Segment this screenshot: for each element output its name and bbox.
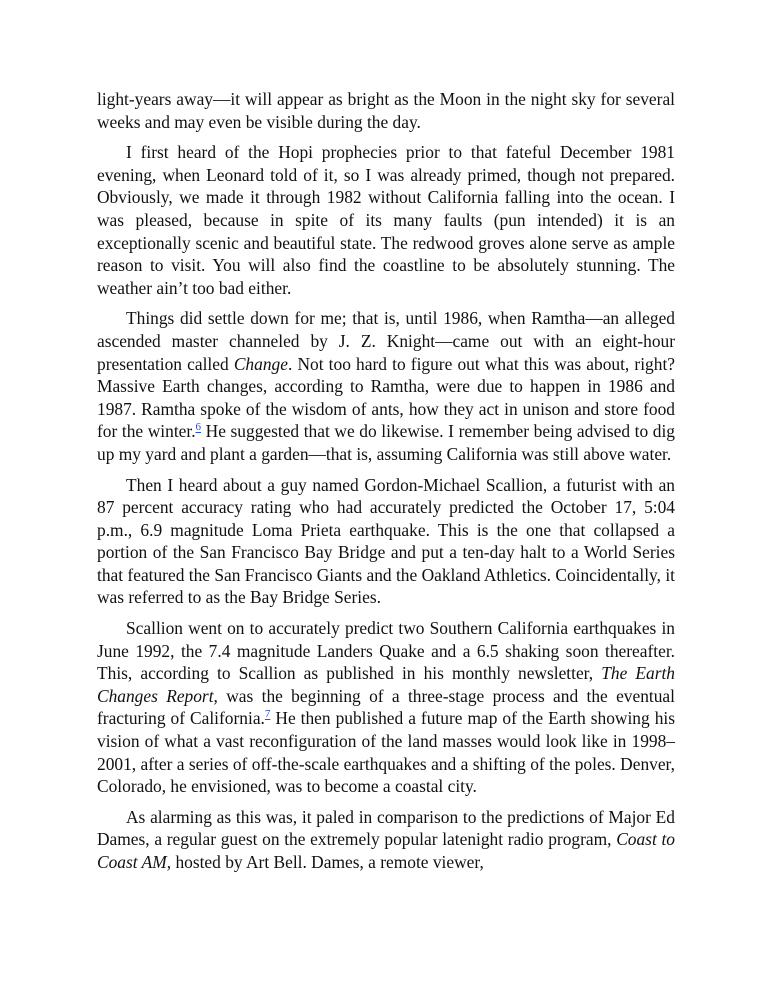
footnote-link[interactable]: 7: [264, 708, 271, 721]
text-run: Scallion went on to accurately predict two Southern California earthquakes in June 1992, the 7.4 magnitude Landers Quake and a 6.5 shaking soon thereafter. This, according to Scallion as published in his monthly newsletter,: [97, 618, 675, 684]
text-run: He then published a future map of the Earth showing his vision of what a vast reconfiguration of the land masses would look like in 1998–2001, after a series of off-the-scale earthquakes and a shifting of the poles. Denver, Colorado, he envisioned, was to become a coastal city.: [97, 708, 675, 797]
paragraph-1: [97, 88, 675, 133]
footnote-link[interactable]: 6: [195, 421, 202, 434]
italic-title: The Earth Changes Report,: [97, 663, 676, 706]
paragraph-5: [97, 617, 675, 798]
text-run: He suggested that we do likewise. I remember being advised to dig up my yard and plant a garden—that is, assuming California was still above water.: [97, 421, 675, 464]
italic-title: Coast to Coast AM,: [97, 829, 676, 872]
text-run: light-years away—it will appear as bright as the Moon in the night sky for several weeks and may even be visible during the day.: [97, 89, 675, 132]
text-run: Then I heard about a guy named Gordon-Michael Scallion, a futurist with an 87 percent accuracy rating who had accurately predicted the October 17, 5:04 p.m., 6.9 magnitude Loma Prieta earthquake. This is the one that collapsed a portion of the San Francisco Bay Bridge and put a ten-day halt to a World Series that featured the San Francisco Giants and the Oakland Athletics. Coincidentally, it was referred to as the Bay Bridge Series.: [97, 474, 675, 608]
text-run: was the beginning of a three-stage process and the eventual fracturing of California.: [97, 685, 675, 729]
text-run: hosted by Art Bell. Dames, a remote viewer,: [171, 852, 484, 872]
document-page: [97, 88, 675, 882]
paragraph-6: [97, 806, 675, 874]
text-run: . Not too hard to figure out what this was about, right? Massive Earth changes, according to Ramtha, were due to happen in 1986 and 1987. Ramtha spoke of the wisdom of ants, how they act in unison and store food for the winter.: [97, 353, 676, 442]
paragraph-4: [97, 474, 675, 610]
paragraph-2: [97, 141, 675, 299]
text-run: As alarming as this was, it paled in comparison to the predictions of Major Ed Dames, a regular guest on the extremely popular latenight radio program,: [97, 806, 675, 850]
paragraph-3: [97, 307, 675, 465]
text-run: Things did settle down for me; that is, until 1986, when Ramtha—an alleged ascended master channeled by J. Z. Knight—came out with an eight-hour presentation called: [97, 308, 675, 374]
text-run: I first heard of the Hopi prophecies prior to that fateful December 1981 evening, when Leonard told of it, so I was already primed, though not prepared. Obviously, we made it through 1982 without California falling into the ocean. I was pleased, because in spite of its many faults (pun intended) it is an exceptionally scenic and beautiful state. The redwood groves alone serve as ample reason to visit. You will also find the coastline to be absolutely stunning. The weather ain’t too bad either.: [97, 142, 675, 298]
italic-title: Change: [233, 353, 288, 374]
